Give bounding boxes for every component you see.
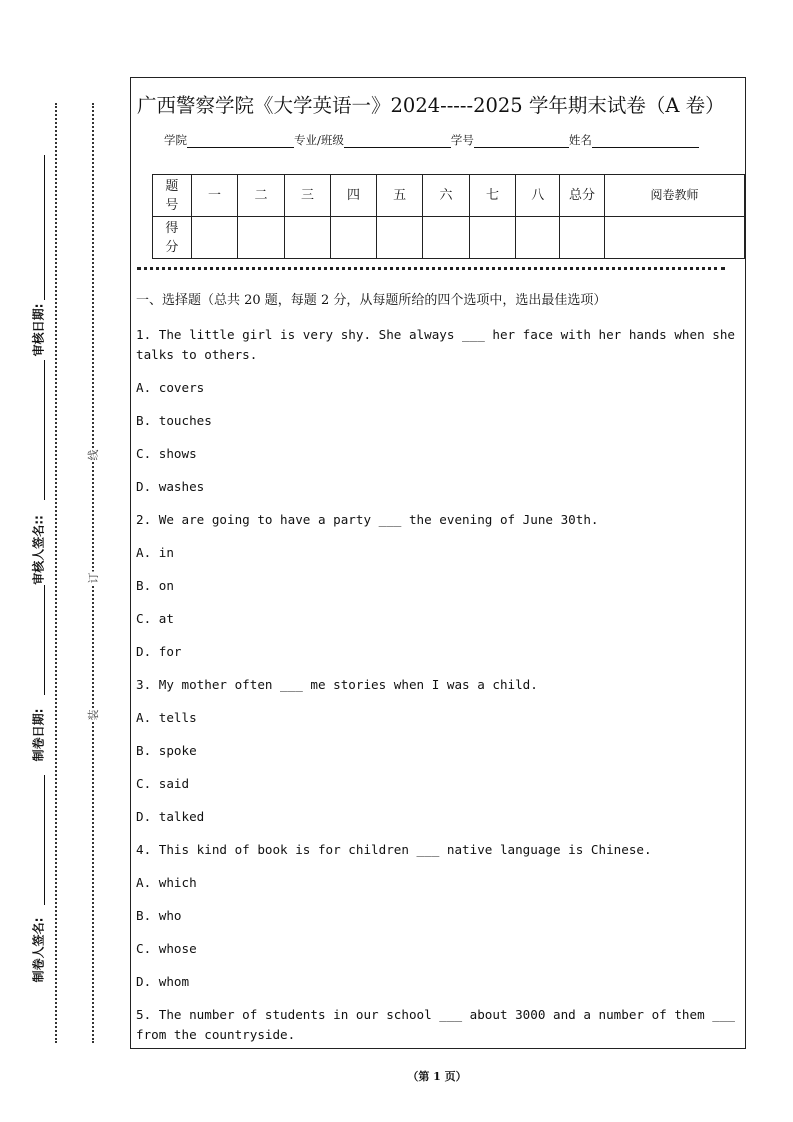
signature-line xyxy=(44,585,45,695)
score-table-header-cell: 一 xyxy=(191,175,237,217)
binding-mark-xian: 线 xyxy=(87,449,100,461)
score-table-header-cell: 四 xyxy=(331,175,377,217)
score-cell[interactable] xyxy=(376,217,422,259)
binding-mark-zhuang: 装 xyxy=(87,709,100,721)
signature-line xyxy=(44,155,45,300)
page-number: （第 1 页） xyxy=(407,1070,467,1083)
answer-option: B. who xyxy=(136,908,182,923)
score-table-header-cell: 题号 xyxy=(153,175,192,217)
dotted-separator xyxy=(137,267,725,270)
major-label: 专业/班级 xyxy=(294,133,344,147)
score-row-label: 得分 xyxy=(153,217,192,259)
score-table-header-cell: 五 xyxy=(376,175,422,217)
score-cell[interactable] xyxy=(238,217,284,259)
answer-option: D. talked xyxy=(136,809,205,824)
answer-option: C. shows xyxy=(136,446,197,461)
question-text: 3. My mother often ___ me stories when I was a child. xyxy=(136,677,538,692)
answer-option: C. whose xyxy=(136,941,197,956)
student-info-row xyxy=(164,132,699,148)
maker-signature-label: 制卷人签名: xyxy=(31,917,46,983)
student-id-field[interactable] xyxy=(474,135,569,148)
score-table-header-cell: 六 xyxy=(423,175,469,217)
score-table-header-cell: 总分 xyxy=(560,175,605,217)
question-text: 5. The number of students in our school ___ about 3000 and a number of them ___ from the countryside. xyxy=(136,1007,735,1042)
question-text: 1. The little girl is very shy. She always ___ her face with her hands when she talks to others. xyxy=(136,327,735,362)
made-date-label: 制卷日期: xyxy=(31,708,46,762)
score-table xyxy=(152,174,745,259)
score-table-header-cell: 七 xyxy=(469,175,515,217)
score-table-header-row xyxy=(153,175,745,217)
major-field[interactable] xyxy=(344,135,451,148)
answer-option: B. spoke xyxy=(136,743,197,758)
score-cell[interactable] xyxy=(331,217,377,259)
answer-option: B. on xyxy=(136,578,174,593)
score-cell[interactable] xyxy=(191,217,237,259)
score-cell[interactable] xyxy=(560,217,605,259)
exam-title: 广西警察学院《大学英语一》2024-----2025 学年期末试卷（A 卷） xyxy=(137,94,725,117)
score-cell[interactable] xyxy=(604,217,744,259)
binding-mark-ding: 订 xyxy=(87,572,100,584)
question-text: 4. This kind of book is for children ___ native language is Chinese. xyxy=(136,842,652,857)
name-label: 姓名 xyxy=(568,133,592,147)
question-text: 2. We are going to have a party ___ the evening of June 30th. xyxy=(136,512,599,527)
answer-option: C. said xyxy=(136,776,190,791)
score-table-header-cell: 八 xyxy=(516,175,560,217)
score-table-header-cell: 阅卷教师 xyxy=(604,175,744,217)
exam-box xyxy=(130,77,746,1049)
answer-option: B. touches xyxy=(136,413,212,428)
score-cell[interactable] xyxy=(516,217,560,259)
answer-option: C. at xyxy=(136,611,174,626)
college-label: 学院 xyxy=(164,133,187,147)
reviewer-signature-label: 审核人签名:: xyxy=(31,515,46,585)
binding-dotted-line-outer xyxy=(55,103,57,1043)
score-cell[interactable] xyxy=(284,217,330,259)
score-table-header-cell: 二 xyxy=(238,175,284,217)
answer-option: D. washes xyxy=(136,479,205,494)
answer-option: D. for xyxy=(136,644,182,659)
answer-option: D. whom xyxy=(136,974,190,989)
answer-option: A. covers xyxy=(136,380,205,395)
name-field[interactable] xyxy=(592,135,699,148)
answer-option: A. in xyxy=(136,545,174,560)
section-heading: 一、选择题（总共 20 题，每题 2 分，从每题所给的四个选项中，选出最佳选项） xyxy=(136,293,607,308)
college-field[interactable] xyxy=(187,135,294,148)
signature-line xyxy=(44,360,45,500)
signature-line xyxy=(44,775,45,905)
score-table-header-cell: 三 xyxy=(284,175,330,217)
questions xyxy=(136,291,744,1058)
score-cell[interactable] xyxy=(423,217,469,259)
review-date-label: 审核日期: xyxy=(31,303,46,357)
student-id-label: 学号 xyxy=(450,133,474,147)
answer-option: A. which xyxy=(136,875,197,890)
score-table-score-row xyxy=(153,217,745,259)
score-cell[interactable] xyxy=(469,217,515,259)
answer-option: A. tells xyxy=(136,710,197,725)
